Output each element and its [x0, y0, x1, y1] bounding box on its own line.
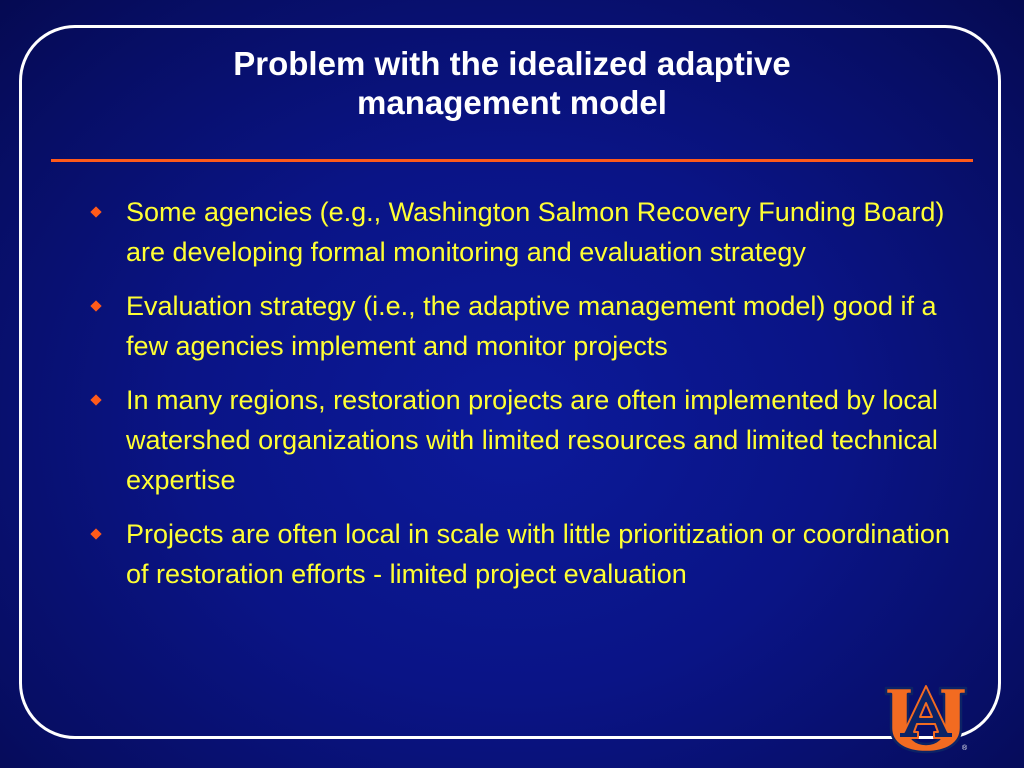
bullet-item	[86, 380, 956, 500]
diamond-bullet-icon	[90, 528, 101, 539]
bullet-item	[86, 286, 956, 366]
bullet-item	[86, 192, 956, 272]
diamond-bullet-icon	[90, 206, 101, 217]
bullet-text: Evaluation strategy (i.e., the adaptive management model) good if a few agencies implement and monitor projects	[126, 291, 937, 361]
bullet-text: Projects are often local in scale with little prioritization or coordination of restoration efforts - limited project evaluation	[126, 519, 950, 589]
slide-title-line-1: Problem with the idealized adaptive	[233, 45, 791, 82]
title-divider	[51, 159, 973, 162]
bullet-item	[86, 514, 956, 594]
diamond-bullet-icon	[90, 300, 101, 311]
diamond-bullet-icon	[90, 394, 101, 405]
bullet-text: Some agencies (e.g., Washington Salmon Recovery Funding Board) are developing formal monitoring and evaluation strategy	[126, 197, 945, 267]
slide-title	[120, 44, 904, 122]
registered-mark: ®	[962, 745, 968, 752]
auburn-university-logo-icon	[882, 684, 970, 754]
bullet-list	[86, 192, 956, 608]
slide-title-line-2: management model	[357, 84, 667, 121]
bullet-text: In many regions, restoration projects are often implemented by local watershed organizations with limited resources and limited technical expertise	[126, 385, 938, 495]
